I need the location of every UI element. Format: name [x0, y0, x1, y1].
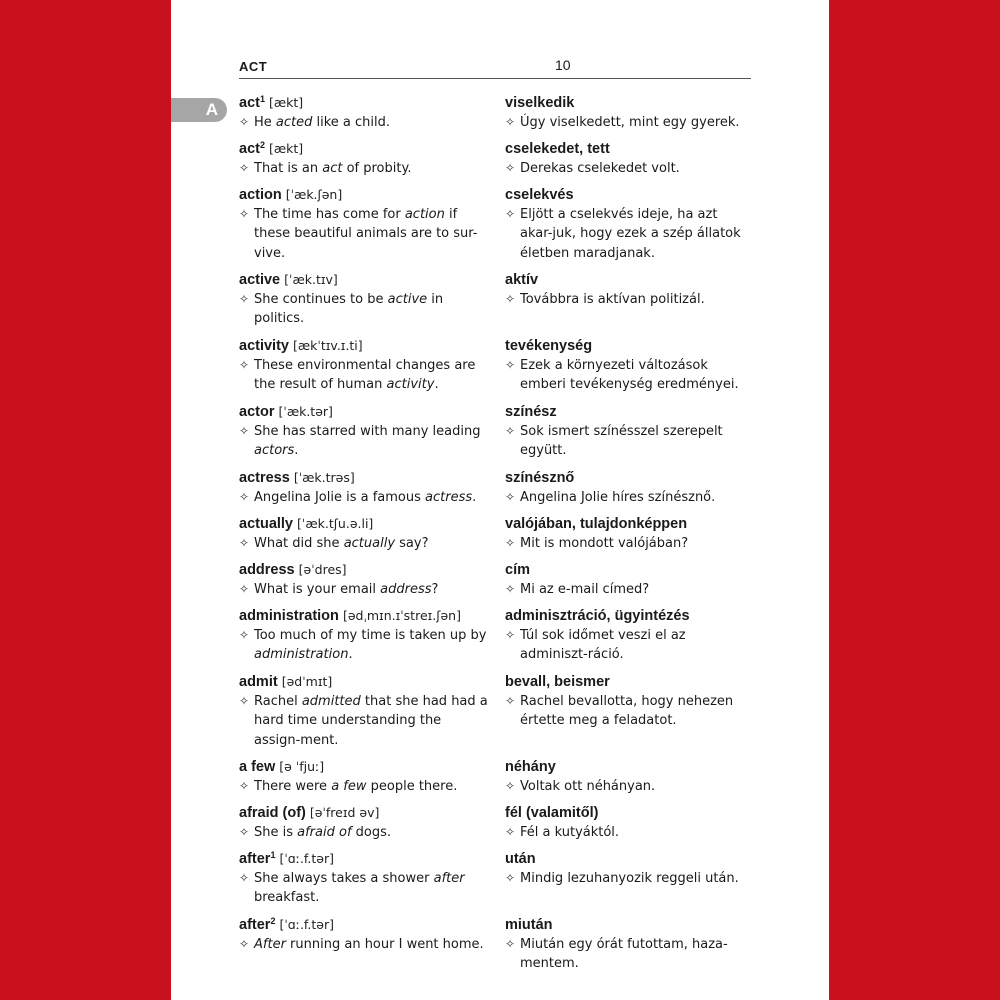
translation-headword: néhány — [505, 759, 556, 775]
headword-text: act — [239, 95, 260, 111]
entry-english — [239, 514, 489, 553]
example-sentence: ✧ What did she actually say? — [239, 534, 489, 553]
homograph-number: 1 — [259, 94, 265, 104]
example-sentence: ✧ The time has come for action if these beautiful animals are to sur-vive. — [239, 207, 478, 261]
homograph-number: 2 — [259, 140, 265, 150]
headword — [239, 803, 489, 823]
entry-hungarian — [505, 139, 753, 178]
example-sentence: ✧ These environmental changes are the result of human activity. — [239, 358, 476, 393]
example-sentence: ✧ Mit is mondott valójában? — [505, 534, 753, 553]
example-sentence: ✧ He acted like a child. — [239, 113, 489, 132]
example-sentence: ✧ Angelina Jolie híres színésznő. — [505, 488, 753, 507]
entry-hungarian — [505, 514, 753, 553]
entry-english — [239, 560, 489, 599]
headword — [239, 139, 489, 159]
dictionary-page — [171, 0, 829, 1000]
example-bullet-icon: ✧ — [505, 536, 516, 550]
translation-headword: miután — [505, 917, 553, 933]
example-keyword: actually — [343, 536, 396, 551]
header-guide-word: ACT — [239, 59, 268, 74]
example-bullet-icon: ✧ — [239, 207, 250, 221]
example-keyword: After — [254, 937, 286, 952]
example-sentence: ✧ That is an act of probity. — [239, 159, 489, 178]
example-bullet-icon: ✧ — [505, 490, 516, 504]
headword — [239, 514, 489, 534]
translation-headword: cselekedet, tett — [505, 141, 610, 157]
example-bullet-icon: ✧ — [505, 779, 516, 793]
pronunciation: [ækˈtɪv.ɪ.ti] — [293, 338, 363, 353]
example-bullet-icon: ✧ — [505, 115, 516, 129]
hungarian-column — [505, 93, 753, 981]
homograph-number: 1 — [270, 850, 276, 860]
headword-text: act — [239, 141, 260, 157]
entry-hungarian — [505, 606, 753, 665]
headword-text: afraid (of) — [239, 805, 306, 821]
example-bullet-icon: ✧ — [505, 937, 516, 951]
entry-hungarian — [505, 185, 753, 263]
headword-text: address — [239, 562, 295, 578]
pronunciation: [ə ˈfjuː] — [279, 759, 325, 774]
example-bullet-icon: ✧ — [239, 871, 250, 885]
entry-hungarian — [505, 849, 753, 908]
example-bullet-icon: ✧ — [239, 825, 250, 839]
example-sentence: ✧ Voltak ott néhányan. — [505, 777, 753, 796]
translation-headword: bevall, beismer — [505, 674, 610, 690]
pronunciation: [ækt] — [269, 95, 304, 110]
example-keyword: activity — [386, 377, 435, 393]
example-bullet-icon: ✧ — [505, 424, 516, 438]
translation-headword: cím — [505, 562, 530, 578]
pronunciation: [əˈfreɪd əv] — [309, 805, 380, 820]
entry-english — [239, 672, 489, 750]
example-sentence: ✧ Sok ismert színésszel szerepelt együtt. — [505, 424, 723, 459]
example-keyword: actress — [425, 490, 473, 505]
headword-text: after — [239, 917, 271, 933]
pronunciation: [ˈæk.ʃən] — [285, 187, 343, 202]
example-bullet-icon: ✧ — [239, 292, 250, 306]
example-keyword: afraid of — [297, 825, 352, 840]
example-bullet-icon: ✧ — [239, 582, 250, 596]
entry-hungarian — [505, 336, 753, 395]
pronunciation: [ækt] — [269, 141, 304, 156]
entry-english — [239, 402, 489, 461]
example-sentence: ✧ Rachel admitted that she had had a hard time understanding the assign-ment. — [239, 694, 488, 748]
entry-hungarian — [505, 757, 753, 796]
example-sentence: ✧ Mi az e-mail címed? — [505, 580, 753, 599]
entry-english — [239, 757, 489, 796]
entry-english — [239, 468, 489, 507]
example-bullet-icon: ✧ — [505, 825, 516, 839]
pronunciation: [ˈæk.tʃu.ə.li] — [297, 516, 374, 531]
example-bullet-icon: ✧ — [239, 358, 250, 372]
headword — [239, 185, 489, 205]
pronunciation: [əˈdres] — [298, 562, 347, 577]
letter-tab — [171, 98, 227, 122]
entry-english — [239, 185, 489, 263]
entry-english — [239, 93, 489, 132]
example-bullet-icon: ✧ — [239, 490, 250, 504]
headword — [239, 849, 489, 869]
running-header — [239, 56, 751, 79]
headword — [239, 915, 489, 935]
translation-headword: színész — [505, 404, 557, 420]
pronunciation: [ədˌmɪn.ɪˈstreɪ.ʃən] — [342, 608, 461, 623]
entry-hungarian — [505, 402, 753, 461]
example-sentence: ✧ Derekas cselekedet volt. — [505, 159, 753, 178]
entry-english — [239, 803, 489, 842]
example-keyword: administration — [254, 647, 349, 663]
example-bullet-icon: ✧ — [239, 161, 250, 175]
example-bullet-icon: ✧ — [505, 628, 516, 642]
example-keyword: act — [322, 161, 343, 176]
example-sentence: ✧ Úgy viselkedett, mint egy gyerek. — [505, 113, 753, 132]
example-bullet-icon: ✧ — [505, 871, 516, 885]
headword-text: actress — [239, 470, 290, 486]
example-sentence: ✧ Továbbra is aktívan politizál. — [505, 290, 753, 309]
headword — [239, 270, 489, 290]
headword — [239, 757, 489, 777]
pronunciation: [ədˈmɪt] — [281, 674, 333, 689]
entry-hungarian — [505, 93, 753, 132]
entry-hungarian — [505, 915, 753, 974]
pronunciation: [ˈɑː.f.tər] — [279, 851, 334, 866]
pronunciation: [ˈæk.trəs] — [293, 470, 355, 485]
translation-headword: cselekvés — [505, 187, 574, 203]
example-sentence: ✧ She always takes a shower after breakfast. — [239, 871, 465, 906]
translation-headword: fél (valamitől) — [505, 805, 599, 821]
headword-text: activity — [239, 338, 289, 354]
example-keyword: after — [433, 871, 465, 886]
example-bullet-icon: ✧ — [505, 694, 516, 708]
translation-headword: aktív — [505, 272, 539, 288]
headword-text: action — [239, 187, 282, 203]
example-bullet-icon: ✧ — [239, 115, 250, 129]
pronunciation: [ˈæk.tər] — [278, 404, 333, 419]
example-sentence: ✧ There were a few people there. — [239, 777, 489, 796]
example-sentence: ✧ Túl sok időmet veszi el az adminiszt-ráció. — [505, 628, 686, 663]
example-keyword: action — [404, 207, 445, 222]
entry-hungarian — [505, 270, 753, 329]
entry-english — [239, 336, 489, 395]
example-keyword: actors — [254, 443, 295, 459]
example-sentence: ✧ She continues to be active in politics. — [239, 292, 444, 327]
headword-text: actor — [239, 404, 275, 420]
example-sentence: ✧ Ezek a környezeti változások emberi tevékenység eredményei. — [505, 358, 739, 393]
entry-english — [239, 606, 489, 665]
entry-english — [239, 270, 489, 329]
headword-text: administration — [239, 608, 339, 624]
example-sentence: ✧ Eljött a cselekvés ideje, ha azt akar-juk, hogy ezek a szép állatok életben maradjanak. — [505, 207, 741, 261]
example-sentence: ✧ She has starred with many leading actors. — [239, 424, 481, 459]
headword — [239, 672, 489, 692]
example-sentence: ✧ She is afraid of dogs. — [239, 823, 489, 842]
headword-text: a few — [239, 759, 276, 775]
example-sentence: ✧ Too much of my time is taken up by administration. — [239, 628, 487, 663]
example-keyword: a few — [331, 779, 367, 794]
translation-headword: után — [505, 851, 536, 867]
example-bullet-icon: ✧ — [239, 536, 250, 550]
example-bullet-icon: ✧ — [505, 582, 516, 596]
entry-english — [239, 139, 489, 178]
example-sentence: ✧ After running an hour I went home. — [239, 935, 489, 954]
entry-hungarian — [505, 468, 753, 507]
entry-english — [239, 849, 489, 908]
example-sentence: ✧ What is your email address? — [239, 580, 489, 599]
example-bullet-icon: ✧ — [239, 694, 250, 708]
example-sentence: ✧ Mindig lezuhanyozik reggeli után. — [505, 869, 753, 888]
translation-headword: tevékenység — [505, 338, 593, 354]
example-bullet-icon: ✧ — [505, 358, 516, 372]
translation-headword: valójában, tulajdonképpen — [505, 516, 688, 532]
entry-hungarian — [505, 672, 753, 750]
headword — [239, 402, 489, 422]
pronunciation: [ˈɑː.f.tər] — [279, 917, 334, 932]
example-sentence: ✧ Fél a kutyáktól. — [505, 823, 753, 842]
pronunciation: [ˈæk.tɪv] — [284, 272, 338, 287]
translation-headword: adminisztráció, ügyintézés — [505, 608, 690, 624]
example-bullet-icon: ✧ — [505, 161, 516, 175]
example-keyword: active — [387, 292, 428, 307]
example-sentence: ✧ Miután egy órát futottam, haza-mentem. — [505, 937, 728, 972]
example-keyword: admitted — [301, 694, 361, 709]
headword — [239, 606, 489, 626]
english-column — [239, 93, 489, 981]
entry-hungarian — [505, 803, 753, 842]
homograph-number: 2 — [270, 916, 276, 926]
headword-text: active — [239, 272, 281, 288]
example-bullet-icon: ✧ — [505, 207, 516, 221]
translation-headword: színésznő — [505, 470, 575, 486]
example-sentence: ✧ Angelina Jolie is a famous actress. — [239, 488, 489, 507]
headword-text: actually — [239, 516, 293, 532]
headword — [239, 93, 489, 113]
translation-headword: viselkedik — [505, 95, 575, 111]
example-bullet-icon: ✧ — [239, 628, 250, 642]
entry-hungarian — [505, 560, 753, 599]
example-bullet-icon: ✧ — [505, 292, 516, 306]
example-bullet-icon: ✧ — [239, 937, 250, 951]
headword — [239, 336, 489, 356]
example-keyword: address — [380, 582, 432, 597]
letter-tab-label: A — [205, 100, 218, 119]
example-keyword: acted — [275, 115, 313, 130]
headword — [239, 560, 489, 580]
example-sentence: ✧ Rachel bevallotta, hogy nehezen értette meg a feladatot. — [505, 694, 734, 729]
headword-text: admit — [239, 674, 278, 690]
example-bullet-icon: ✧ — [239, 424, 250, 438]
headword-text: after — [239, 851, 271, 867]
entry-english — [239, 915, 489, 974]
page-number: 10 — [555, 57, 571, 73]
example-bullet-icon: ✧ — [239, 779, 250, 793]
headword — [239, 468, 489, 488]
